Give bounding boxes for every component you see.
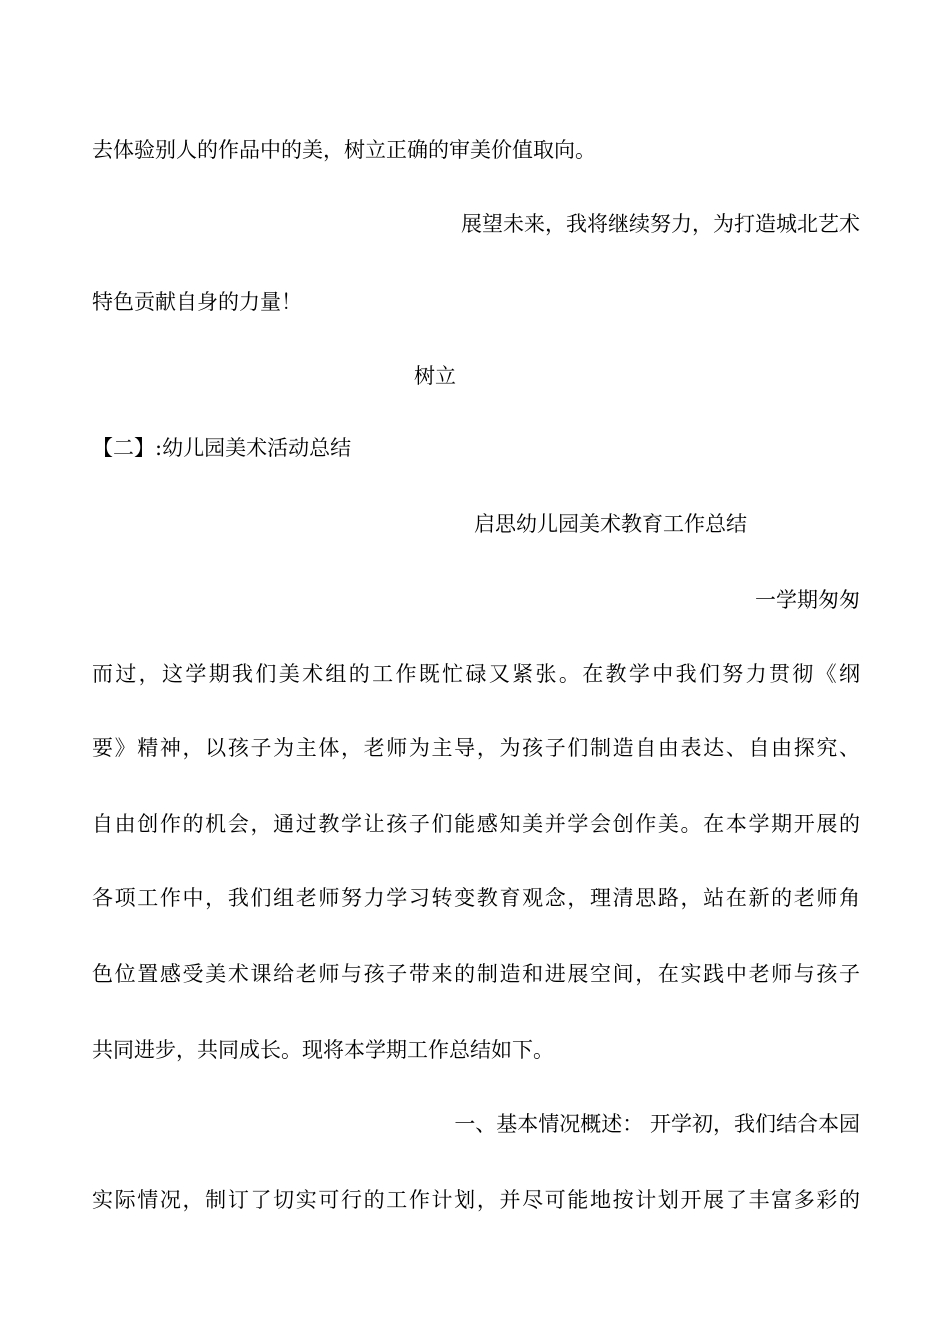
paragraph-line: 实际情况，制订了切实可行的工作计划，并尽可能地按计划开展了丰富多彩的: [92, 1188, 860, 1212]
signature-line: 树立: [414, 364, 456, 388]
paragraph-line: 一学期匆匆: [755, 588, 860, 612]
paragraph-line: 色位置感受美术课给老师与孩子带来的制造和进展空间，在实践中老师与孩子: [92, 962, 860, 986]
paragraph-line: 展望未来，我将继续努力，为打造城北艺术: [461, 212, 860, 236]
paragraph-line: 去体验别人的作品中的美，树立正确的审美价值取向。: [92, 138, 596, 162]
subsection-heading-line: 一、基本情况概述： 开学初，我们结合本园: [454, 1112, 860, 1136]
paragraph-line: 要》精神，以孩子为主体，老师为主导，为孩子们制造自由表达、自由探究、: [92, 736, 860, 760]
document-title: 启思幼儿园美术教育工作总结: [474, 512, 747, 536]
paragraph-line: 而过，这学期我们美术组的工作既忙碌又紧张。在教学中我们努力贯彻《纲: [92, 662, 860, 686]
paragraph-line: 自由创作的机会，通过教学让孩子们能感知美并学会创作美。在本学期开展的: [92, 812, 860, 836]
paragraph-line: 共同进步，共同成长。现将本学期工作总结如下。: [92, 1038, 554, 1062]
section-heading: 【二】:幼儿园美术活动总结: [92, 436, 352, 460]
paragraph-line: 特色贡献自身的力量！: [92, 290, 302, 314]
paragraph-line: 各项工作中，我们组老师努力学习转变教育观念，理清思路，站在新的老师角: [92, 886, 860, 910]
